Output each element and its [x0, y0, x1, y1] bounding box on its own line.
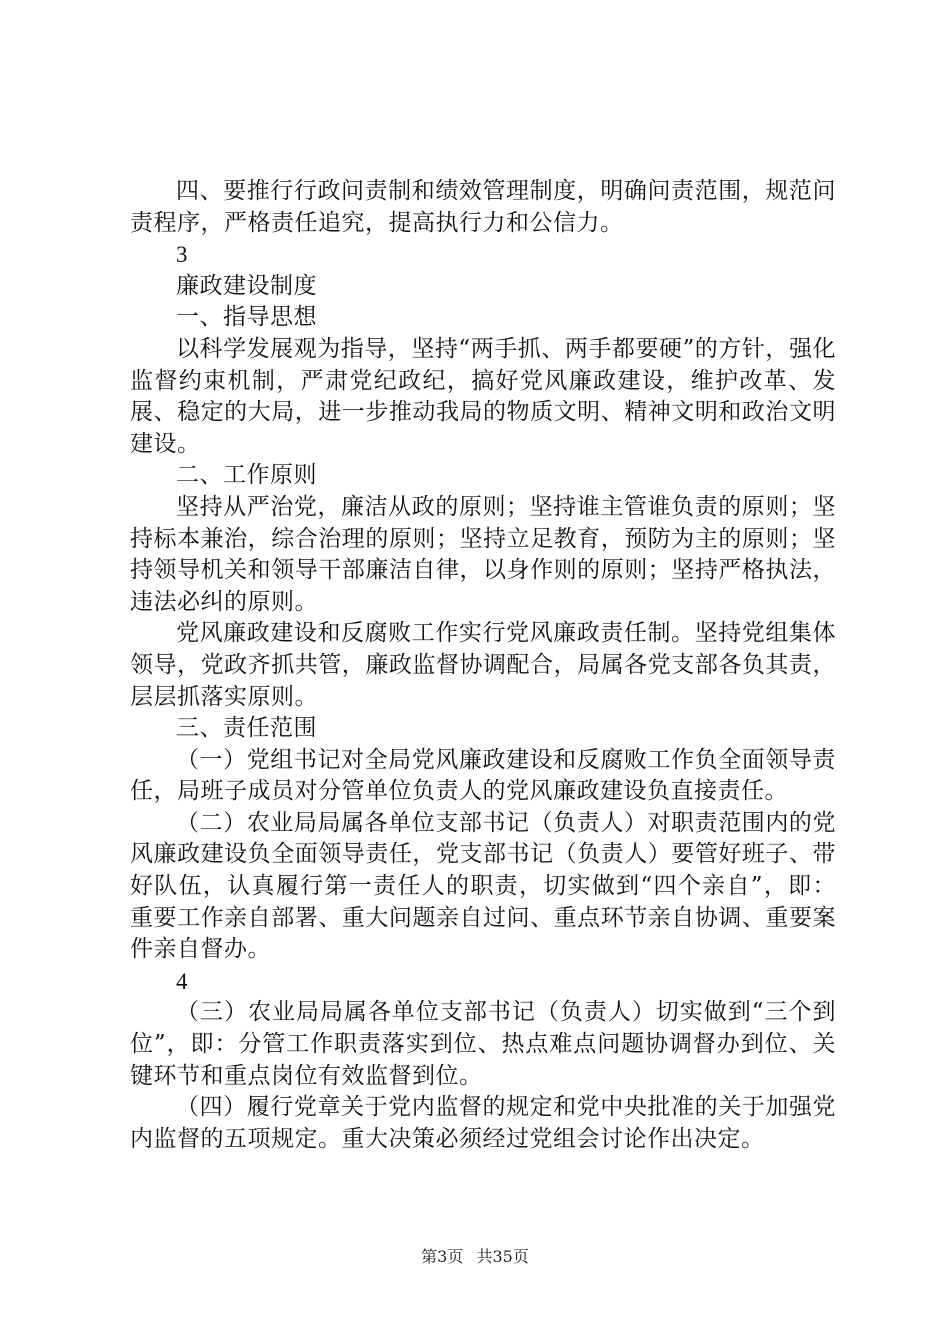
- paragraph-scope-3: （三）农业局局属各单位支部书记（负责人）切实做到“三个到位”，即：分管工作职责落实到位、热点难点问题协调督办到位、关键环节和重点岗位有效监督到位。: [130, 999, 836, 1089]
- paragraph-scope-1: （一）党组书记对全局党风廉政建设和反腐败工作负全面领导责任，局班子成员对分管单位负责人的党风廉政建设负直接责任。: [130, 746, 836, 805]
- section-number-4: 4: [176, 968, 188, 994]
- heading-responsibility-scope: 三、责任范围: [176, 715, 317, 742]
- heading-work-principles: 二、工作原则: [176, 462, 317, 489]
- paragraph-work-principles: 坚持从严治党，廉洁从政的原则；坚持谁主管谁负责的原则；坚持标本兼治，综合治理的原则；坚持立足教育，预防为主的原则；坚持领导机关和领导干部廉洁自律，以身作则的原则；坚持严格执法，违法必纠的原则。: [130, 493, 836, 615]
- paragraph-responsibility-system: 党风廉政建设和反腐败工作实行党风廉政责任制。坚持党组集体领导，党政齐抓共管，廉政监督协调配合，局属各党支部各负其责，层层抓落实原则。: [130, 620, 836, 710]
- paragraph-accountability: 四、要推行行政问责制和绩效管理制度，明确问责范围，规范问责程序，严格责任追究，提高执行力和公信力。: [130, 178, 836, 236]
- page-number: 第3页: [421, 1247, 464, 1266]
- paragraph-scope-4: （四）履行党章关于党内监督的规定和党中央批准的关于加强党内监督的五项规定。重大决策必须经过党组会讨论作出决定。: [130, 1094, 836, 1152]
- paragraph-guiding-thought: 以科学发展观为指导，坚持“两手抓、两手都要硬”的方针，强化监督约束机制，严肃党纪政纪，搞好党风廉政建设，维护改革、发展、稳定的大局，进一步推动我局的物质文明、精神文明和政治文明建设。: [130, 335, 836, 457]
- section-number-3: 3: [176, 242, 188, 268]
- paragraph-scope-2: （二）农业局局属各单位支部书记（负责人）对职责范围内的党风廉政建设负全面领导责任，党支部书记（负责人）要管好班子、带好队伍，认真履行第一责任人的职责，切实做到“四个亲自”，即：重要工作亲自部署、重大问题亲自过问、重点环节亲自协调、重要案件亲自督办。: [130, 809, 836, 963]
- section-title: 廉政建设制度: [176, 272, 317, 299]
- page-total: 共35页: [476, 1247, 529, 1266]
- page-footer: [0, 1244, 950, 1267]
- heading-guiding-thought: 一、指导思想: [176, 304, 317, 331]
- document-body: [130, 176, 836, 1155]
